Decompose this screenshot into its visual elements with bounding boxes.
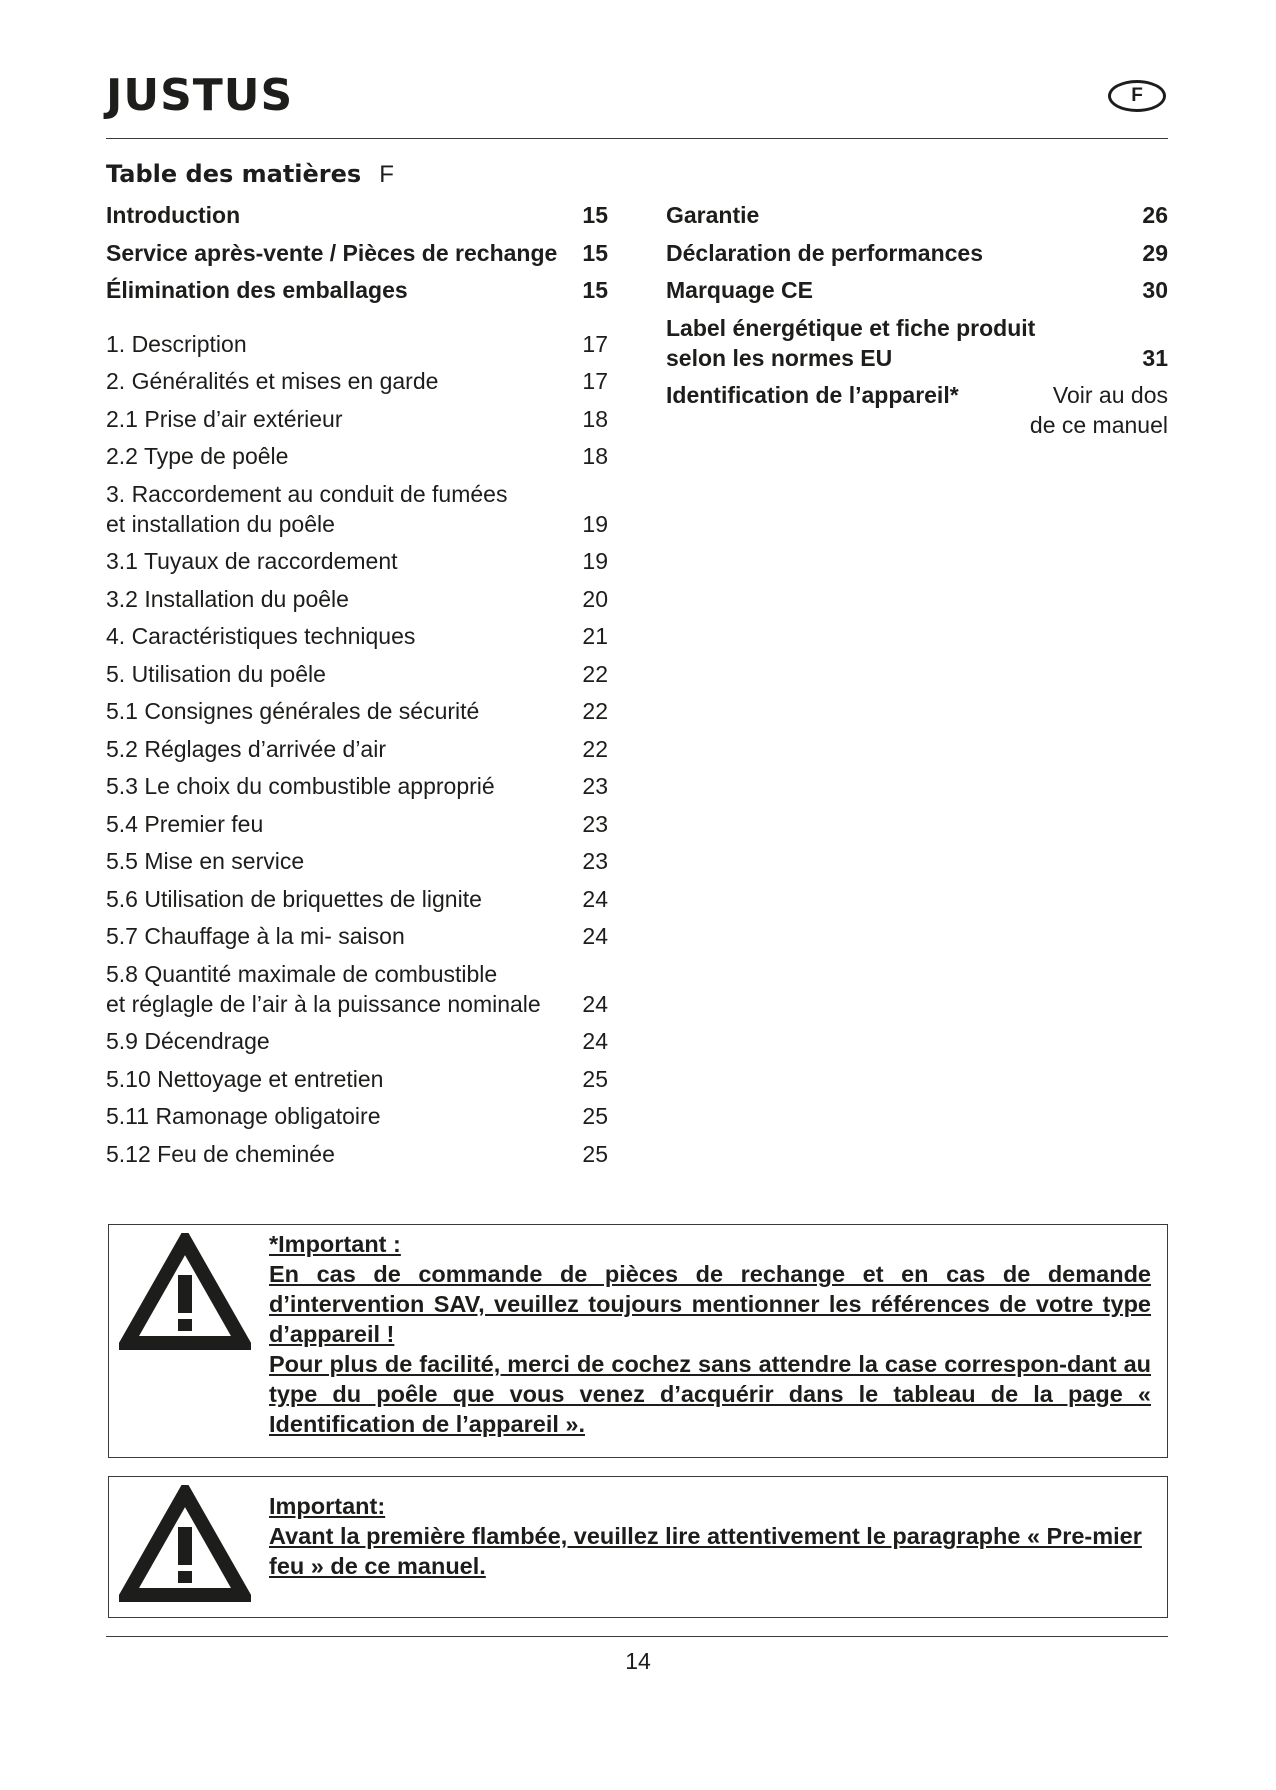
toc-entry-label: 5.4 Premier feu — [106, 810, 264, 837]
toc-entry-page: 17 — [582, 368, 608, 394]
toc-entry-label — [106, 959, 582, 1019]
toc-entry[interactable] — [106, 771, 608, 801]
toc-entry-label: 5.9 Décendrage — [106, 1028, 270, 1054]
toc-entry[interactable] — [106, 696, 608, 726]
toc-entry[interactable] — [666, 275, 1168, 305]
notice-title: Important: — [269, 1493, 386, 1519]
toc-entry-page: 24 — [582, 923, 608, 949]
toc-entry-page: 23 — [582, 773, 608, 799]
toc-entry-page: 22 — [582, 698, 608, 724]
toc-entry-label: 5.2 Réglages d’arrivée d’air — [106, 735, 386, 762]
toc-entry[interactable] — [666, 238, 1168, 268]
toc-entry[interactable] — [106, 366, 608, 396]
toc-entry-page: 17 — [582, 330, 608, 357]
toc-entry-label: 2.2 Type de poêle — [106, 443, 289, 469]
page-number: 14 — [625, 1648, 651, 1674]
toc-entry[interactable] — [106, 846, 608, 876]
toc-entry[interactable] — [106, 959, 608, 1019]
toc-entry-label: Introduction — [106, 202, 241, 228]
notice-paragraph: Avant la première flambée, veuillez lire attentivement le paragraphe « Pre-mier feu » de ce manuel. — [269, 1523, 1142, 1579]
toc-title: Table des matières — [106, 160, 362, 188]
toc-entry-label: 2. Généralités et mises en garde — [106, 368, 439, 394]
language-badge: F — [1108, 80, 1166, 112]
toc-entry[interactable] — [106, 921, 608, 951]
toc-entry-page: 24 — [582, 990, 608, 1017]
notice-text — [269, 1229, 1151, 1439]
toc-entry-label: Marquage CE — [666, 277, 813, 303]
toc-entry-label: 3.2 Installation du poêle — [106, 585, 349, 612]
brand-logo: JUSTUS — [106, 70, 294, 121]
toc-entry-label: Identification de l’appareil* — [666, 382, 959, 408]
toc-entry-label: 5.11 Ramonage obligatoire — [106, 1103, 381, 1129]
toc-entry[interactable] — [106, 584, 608, 614]
toc-entry[interactable] — [106, 275, 608, 305]
toc-left-column — [106, 200, 608, 1176]
toc-entry-page: 25 — [582, 1065, 608, 1092]
toc-entry-label: 5.1 Consignes générales de sécurité — [106, 698, 480, 724]
toc-entry[interactable] — [106, 884, 608, 914]
header-divider — [106, 138, 1168, 139]
toc-entry-page: 22 — [582, 735, 608, 762]
toc-entry-page: 21 — [582, 623, 608, 649]
toc-entry-label: 5.5 Mise en service — [106, 848, 305, 874]
toc-entry-page: 29 — [1142, 239, 1168, 266]
toc-entry-label-line: et réglagle de l’air à la puissance nominale — [106, 990, 541, 1017]
toc-entry-page-line: de ce manuel — [1029, 412, 1168, 438]
toc-entry-label: Garantie — [666, 202, 760, 228]
notice-paragraph: Pour plus de facilité, merci de cochez sans attendre la case correspon-dant au type du poêle que vous venez d’acquérir dans le tableau de la page « Identification de l’appareil ». — [269, 1351, 1151, 1437]
toc-entry-label: Service après-vente / Pièces de rechange — [106, 239, 558, 266]
toc-entry[interactable] — [106, 659, 608, 689]
toc-entry-page: 25 — [582, 1140, 608, 1167]
toc-entry-page: 18 — [582, 405, 608, 432]
toc-entry[interactable] — [106, 479, 608, 539]
toc-entry-label: 3.1 Tuyaux de raccordement — [106, 548, 398, 574]
toc-entry-page: 23 — [582, 810, 608, 837]
toc-entry-label: 5. Utilisation du poêle — [106, 660, 326, 687]
toc-entry-page: 20 — [582, 585, 608, 612]
toc-language-letter: F — [379, 161, 394, 188]
toc-entry-label-line: Label énergétique et fiche produit — [666, 314, 1036, 341]
toc-entry-label-line: 3. Raccordement au conduit de fumées — [106, 480, 508, 507]
toc-entry-label: Élimination des emballages — [106, 277, 408, 303]
toc-entry-label: 5.7 Chauffage à la mi- saison — [106, 923, 405, 949]
toc-entry-page: 15 — [582, 202, 608, 228]
toc-right-column — [666, 200, 1168, 448]
toc-entry-page: 24 — [582, 885, 608, 912]
toc-entry-label: 2.1 Prise d’air extérieur — [106, 405, 343, 432]
toc-entry-label: 5.6 Utilisation de briquettes de lignite — [106, 885, 482, 912]
toc-heading — [106, 160, 394, 189]
toc-entry[interactable] — [106, 200, 608, 230]
toc-entry-page: 19 — [582, 510, 608, 537]
toc-entry-page: 31 — [1142, 344, 1168, 371]
toc-entry[interactable] — [106, 1139, 608, 1169]
toc-entry-label — [666, 313, 1142, 373]
toc-entry-page: 19 — [582, 548, 608, 574]
toc-entry[interactable] — [666, 380, 1168, 440]
toc-entry[interactable] — [106, 1101, 608, 1131]
warning-icon — [119, 1485, 251, 1603]
toc-entry[interactable] — [106, 404, 608, 434]
toc-entry-page: 30 — [1142, 277, 1168, 303]
notice-paragraph: En cas de commande de pièces de rechange et en cas de demande d’intervention SAV, veuillez toujours mentionner les références de votre type d’appareil ! — [269, 1261, 1151, 1347]
toc-entry[interactable] — [666, 200, 1168, 230]
first-fire-notice — [108, 1476, 1168, 1618]
toc-entry-label: 4. Caractéristiques techniques — [106, 623, 416, 649]
toc-entry-page: 24 — [582, 1028, 608, 1054]
spacer — [106, 313, 608, 329]
toc-entry-label: 5.10 Nettoyage et entretien — [106, 1065, 384, 1092]
toc-entry[interactable] — [106, 734, 608, 764]
footer-divider — [106, 1636, 1168, 1637]
toc-entry-page: 22 — [582, 660, 608, 687]
toc-entry[interactable] — [106, 329, 608, 359]
notice-title: *Important : — [269, 1231, 401, 1257]
toc-entry-page: 26 — [1142, 202, 1168, 228]
toc-entry-page — [1030, 380, 1168, 440]
toc-entry-label: Déclaration de performances — [666, 239, 984, 266]
toc-entry[interactable] — [666, 313, 1168, 373]
toc-entry[interactable] — [106, 441, 608, 471]
important-notice — [108, 1224, 1168, 1458]
toc-entry-page: 23 — [582, 848, 608, 874]
toc-entry-page: 18 — [582, 443, 608, 469]
toc-entry[interactable] — [106, 238, 608, 268]
warning-icon — [119, 1233, 251, 1351]
toc-entry-label-line: 5.8 Quantité maximale de combustible — [106, 960, 498, 987]
toc-entry-page: 15 — [582, 277, 608, 303]
toc-entry-page: 15 — [582, 239, 608, 266]
toc-entry-page-line: Voir au dos — [1052, 382, 1168, 408]
toc-entry[interactable] — [106, 621, 608, 651]
toc-entry-label-line: selon les normes EU — [666, 344, 893, 371]
toc-entry[interactable] — [106, 809, 608, 839]
toc-entry-page: 25 — [582, 1103, 608, 1129]
toc-entry[interactable] — [106, 1026, 608, 1056]
toc-entry[interactable] — [106, 1064, 608, 1094]
toc-entry-label-line: et installation du poêle — [106, 510, 335, 537]
notice-text — [269, 1491, 1151, 1581]
toc-entry[interactable] — [106, 546, 608, 576]
toc-entry-label: 5.12 Feu de cheminée — [106, 1140, 335, 1167]
toc-entry-label: 1. Description — [106, 330, 247, 357]
toc-entry-label: 5.3 Le choix du combustible approprié — [106, 773, 495, 799]
toc-entry-label — [106, 479, 582, 539]
